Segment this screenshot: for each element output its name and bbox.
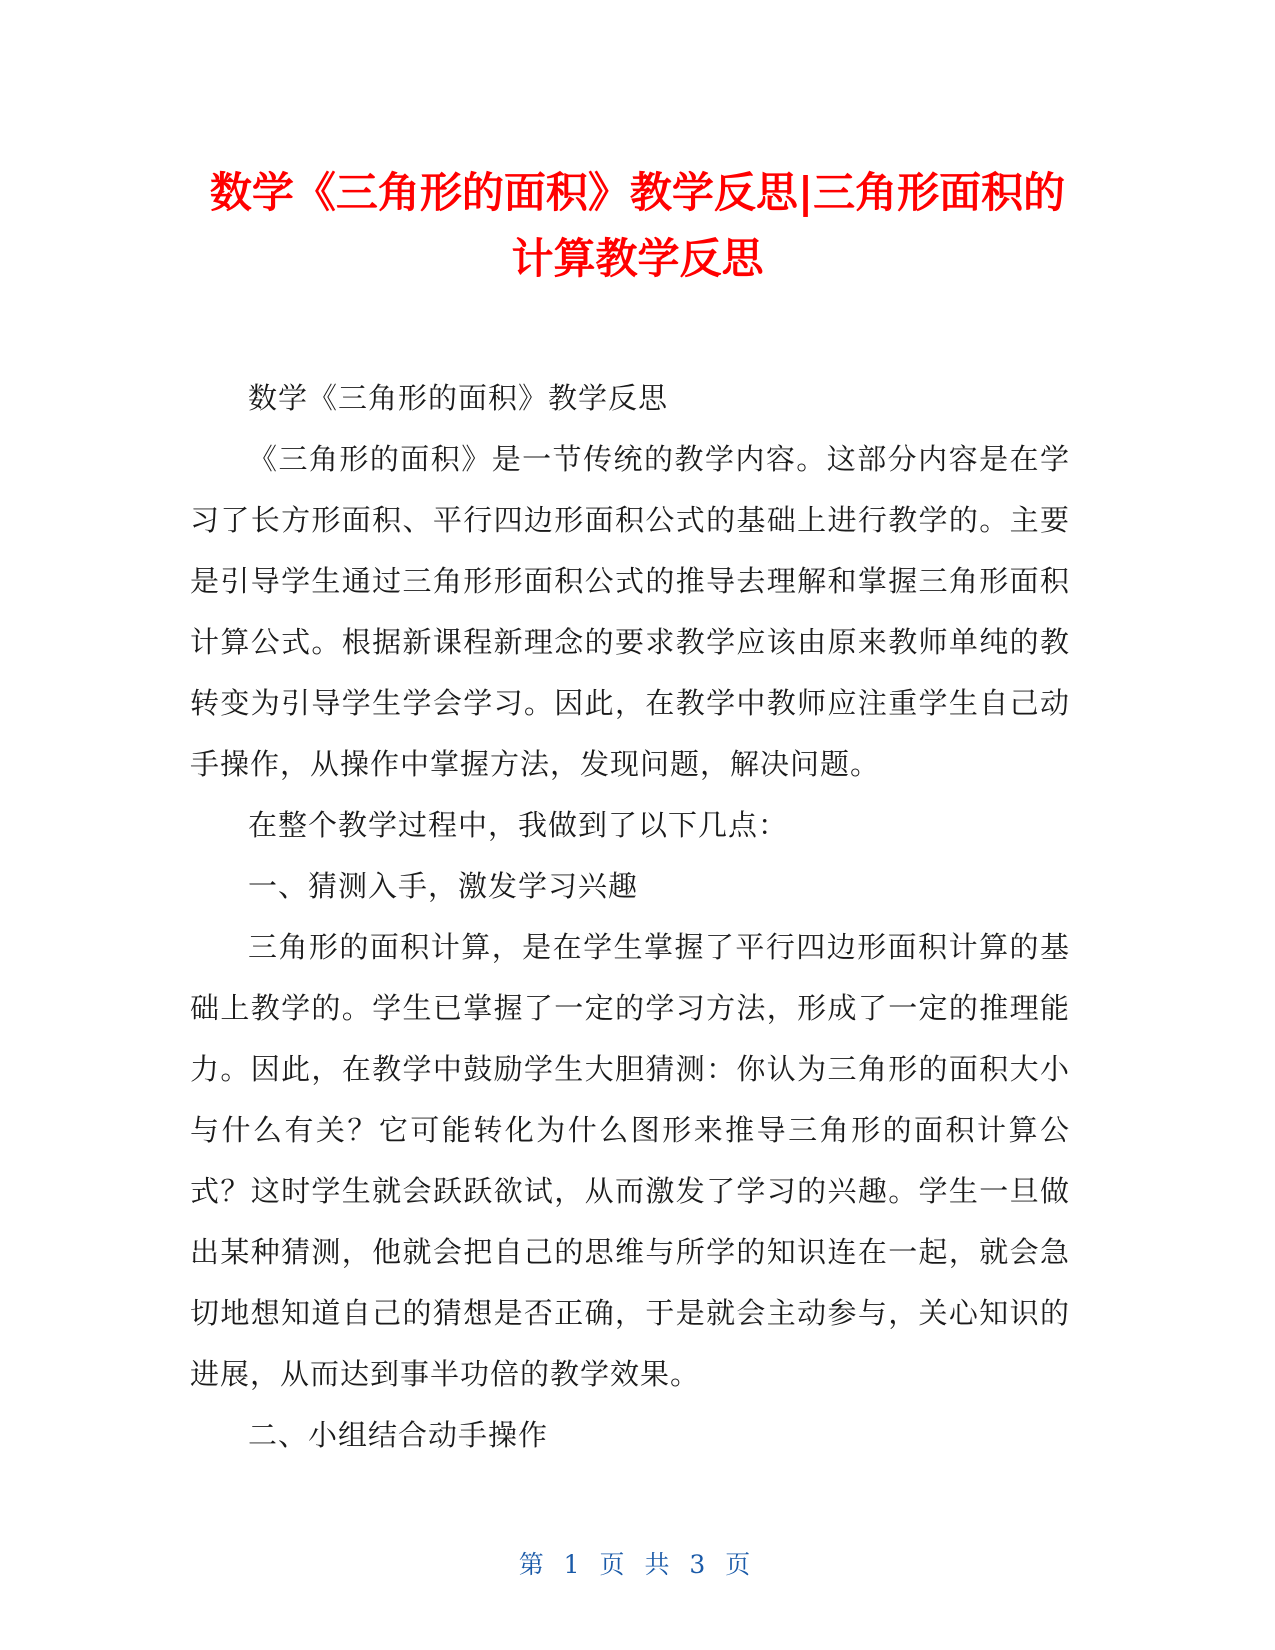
title-line-1: 数学《三角形的面积》教学反思|三角形面积的 bbox=[209, 168, 1066, 217]
paragraph-section-1: 三角形的面积计算，是在学生掌握了平行四边形面积计算的基础上教学的。学生已掌握了一定的学习方法，形成了一定的推理能力。因此，在教学中鼓励学生大胆猜测：你认为三角形的面积大小与什么有关？它可能转化为什么图形来推导三角形的面积计算公式？这时学生就会跃跃欲试，从而激发了学习的兴趣。学生一旦做出某种猜测，他就会把自己的思维与所学的知识连在一起，就会急切地想知道自己的猜想是否正确，于是就会主动参与，关心知识的进展，从而达到事半功倍的教学效果。 bbox=[190, 930, 1070, 1391]
section-heading-1: 一、猜测入手，激发学习兴趣 bbox=[248, 869, 639, 903]
paragraph-points-lead: 在整个教学过程中，我做到了以下几点： bbox=[248, 808, 789, 842]
paragraph-subtitle: 数学《三角形的面积》教学反思 bbox=[248, 381, 669, 415]
title-line-2: 计算教学反思 bbox=[511, 234, 764, 283]
document-title bbox=[160, 160, 1115, 292]
page-footer: 第 1 页 共 3 页 bbox=[518, 1550, 757, 1579]
document-body bbox=[190, 368, 1070, 1466]
section-heading-2: 二、小组结合动手操作 bbox=[248, 1418, 549, 1452]
paragraph-intro: 《三角形的面积》是一节传统的教学内容。这部分内容是在学习了长方形面积、平行四边形面积公式的基础上进行教学的。主要是引导学生通过三角形形面积公式的推导去理解和掌握三角形面积计算公式。根据新课程新理念的要求教学应该由原来教师单纯的教转变为引导学生学会学习。因此，在教学中教师应注重学生自己动手操作，从操作中掌握方法，发现问题，解决问题。 bbox=[190, 442, 1070, 781]
